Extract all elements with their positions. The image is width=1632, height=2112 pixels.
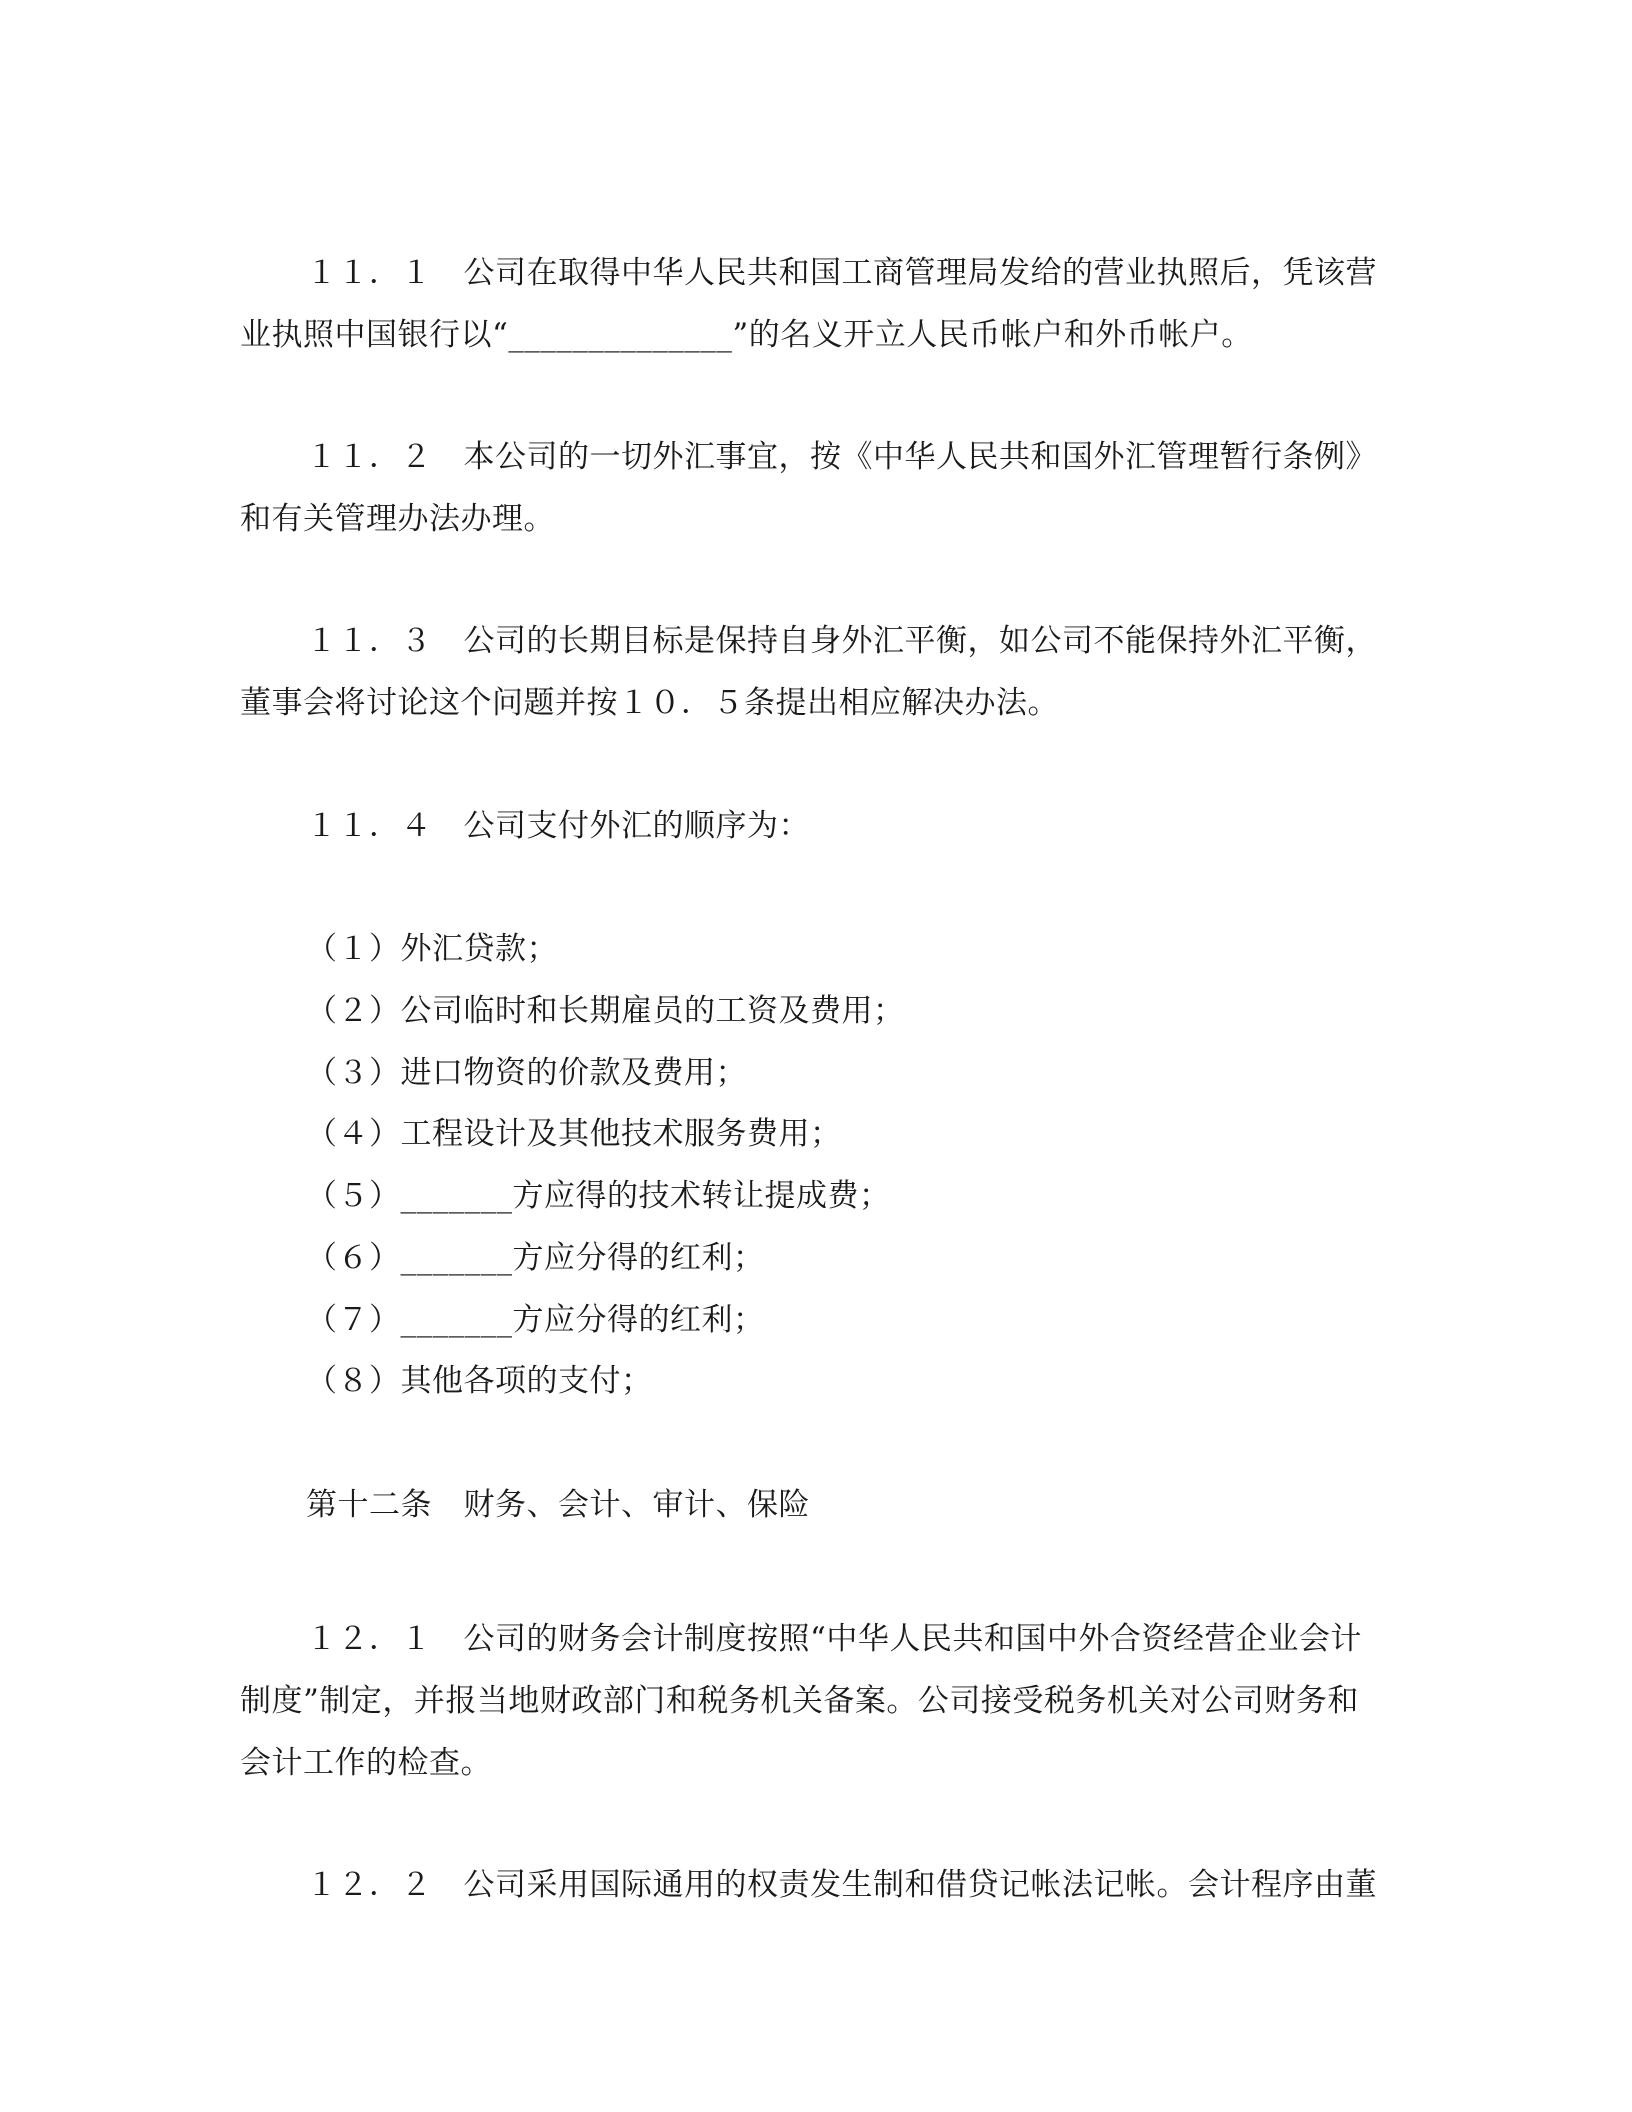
list-item: （２）公司临时和长期雇员的工资及费用； [306, 993, 905, 1029]
paragraph-11-1: １１．１ 公司在取得中华人民共和国工商管理局发给的营业执照后，凭该营业执照中国银行以“______________”的名义开立人民币帐户和外币帐户。 [240, 255, 1377, 353]
list-item: （３）进口物资的价款及费用； [306, 1055, 747, 1091]
paragraph-11-2: １１．２ 本公司的一切外汇事宜，按《中华人民共和国外汇管理暂行条例》和有关管理办法办理。 [240, 439, 1377, 537]
paragraph-12-2: １２．２ 公司采用国际通用的权责发生制和借贷记帐法记帐。会计程序由董 [306, 1867, 1377, 1903]
section-heading: 第十二条 财务、会计、审计、保险 [306, 1487, 810, 1523]
list-item: （８）其他各项的支付； [306, 1363, 653, 1399]
list-item: （５）_______方应得的技术转让提成费； [306, 1178, 891, 1214]
list-item: （６）_______方应分得的红利； [306, 1240, 765, 1276]
paragraph-11-3: １１．３ 公司的长期目标是保持自身外汇平衡，如公司不能保持外汇平衡，董事会将讨论这个问题并按１０．５条提出相应解决办法。 [240, 623, 1377, 721]
list-item: （４）工程设计及其他技术服务费用； [306, 1116, 842, 1152]
list-item: （１）外汇贷款； [306, 931, 558, 967]
paragraph-11-4: １１．４ 公司支付外汇的顺序为： [306, 808, 810, 844]
list-item: （７）_______方应分得的红利； [306, 1302, 765, 1338]
paragraph-12-1: １２．１ 公司的财务会计制度按照“中华人民共和国中外合资经营企业会计制度”制定，并报当地财政部门和税务机关备案。公司接受税务机关对公司财务和会计工作的检查。 [240, 1621, 1362, 1781]
